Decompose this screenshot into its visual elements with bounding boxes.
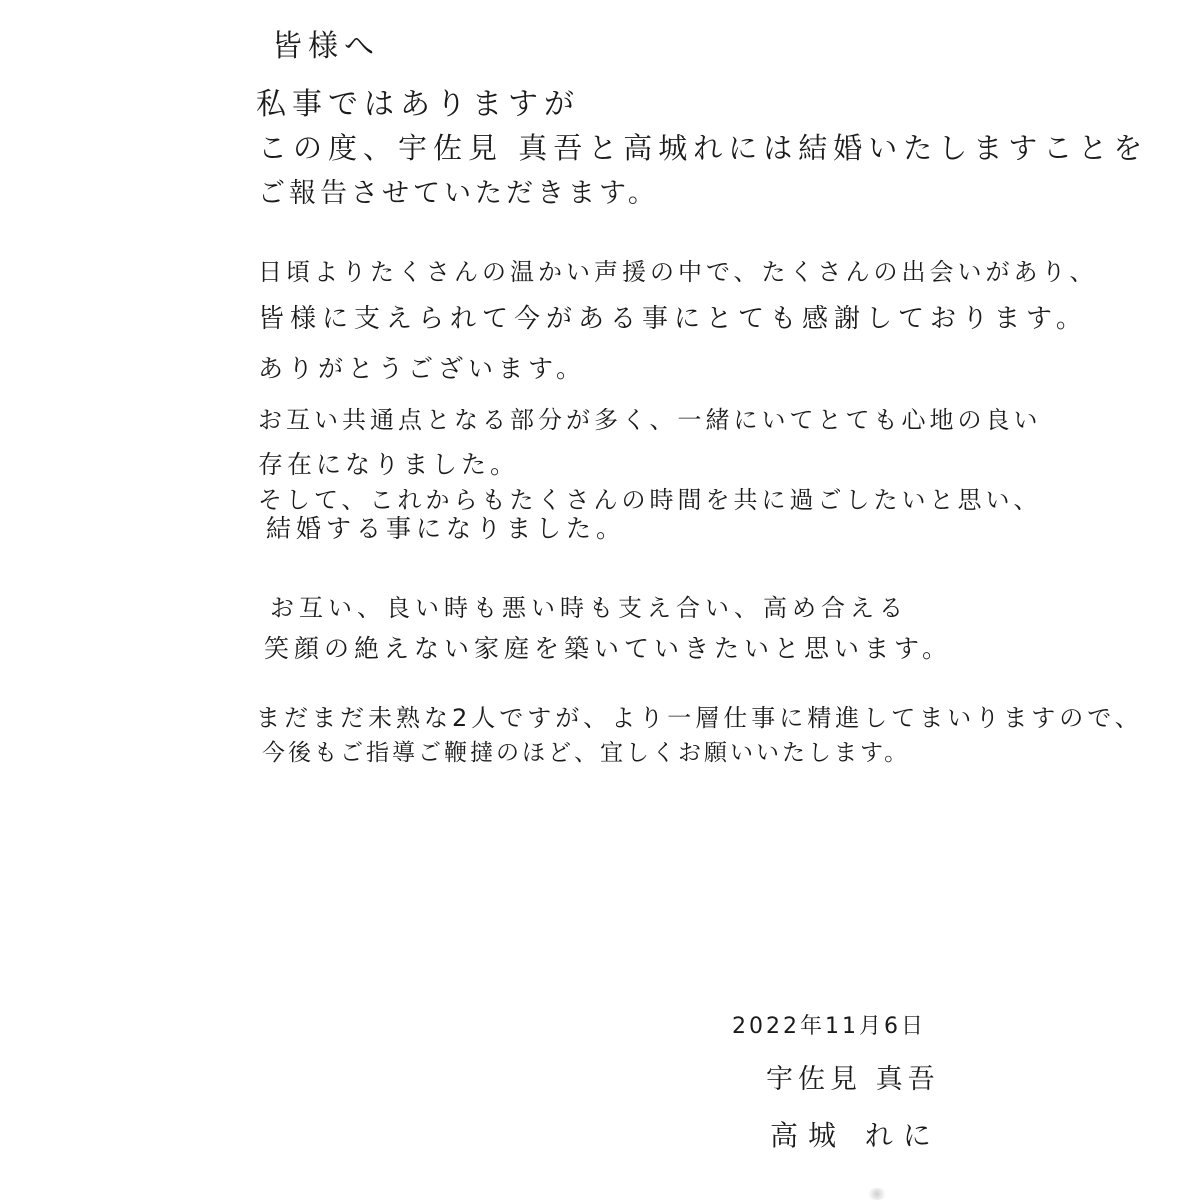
letter-line: 結婚する事になりました。 — [266, 514, 627, 543]
letter-line: 今後もご指導ご鞭撻のほど、宜しくお願いいたします。 — [262, 740, 911, 766]
paper-speck — [866, 1188, 888, 1200]
letter-date: 2022年11月6日 — [732, 1014, 926, 1039]
letter-line: 私事ではありますが — [256, 87, 580, 122]
letter-line: 日頃よりたくさんの温かい声援の中で、たくさんの出会いがあり、 — [258, 258, 1098, 286]
signature: 宇佐見 真吾 — [766, 1064, 940, 1095]
letter-line: まだまだ未熟な2人ですが、より一層仕事に精進してまいりますので、 — [256, 704, 1143, 732]
letter-line: ありがとうございます。 — [258, 354, 587, 383]
letter-line: そして、これからもたくさんの時間を共に過ごしたいと思い、 — [258, 486, 1042, 514]
signature: 高城 れに — [770, 1119, 941, 1152]
letter-line: 皆様に支えられて今がある事にとても感謝しております。 — [258, 304, 1088, 334]
letter-line: お互い共通点となる部分が多く、一緒にいてとても心地の良い — [258, 406, 1042, 434]
letter-line: ご報告させていただきます。 — [258, 178, 659, 209]
letter-line: お互い、良い時も悪い時も支え合い、高め合える — [270, 594, 908, 622]
salutation: 皆様へ — [272, 29, 380, 64]
letter-line: 笑顔の絶えない家庭を築いていきたいと思います。 — [264, 634, 953, 663]
letter-line: 存在になりました。 — [258, 450, 520, 479]
letter-line: この度、宇佐見 真吾と高城れには結婚いたしますことを — [258, 131, 1149, 165]
